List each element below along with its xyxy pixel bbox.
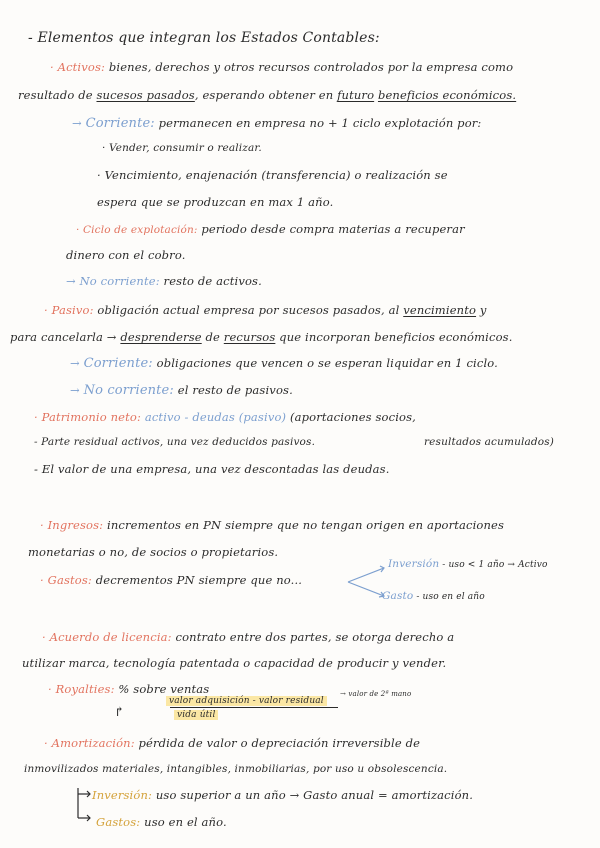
- frac-top: valor adquisición - valor residual: [166, 696, 327, 706]
- ingresos-label: · Ingresos:: [40, 518, 104, 532]
- gasto-text: - uso en el año: [413, 592, 485, 602]
- arrow-icon: →: [70, 356, 84, 370]
- amortizacion-label: · Amortización:: [44, 736, 135, 750]
- amortizacion: [44, 736, 420, 750]
- pn-formula: activo - deudas (pasivo): [141, 410, 287, 424]
- pasivo-corriente: [70, 356, 498, 371]
- activo-corriente: [72, 116, 481, 131]
- text-fragment: , esperando obtener en: [194, 88, 338, 102]
- gastos2-text: uso en el año.: [140, 815, 227, 829]
- gasto-label: Gasto: [382, 590, 414, 602]
- espera-line: espera que se produzcan en max 1 año.: [97, 195, 334, 209]
- ciclo-label: · Ciclo de explotación:: [76, 224, 198, 236]
- text-fragment: de: [201, 330, 224, 344]
- text-fragment: que incorporan beneficios económicos.: [275, 330, 513, 344]
- inversion-text: - uso < 1 año → Activo: [439, 560, 548, 570]
- fraction-denominator: [174, 710, 218, 720]
- arrow-icon: →: [72, 116, 86, 130]
- resultados-acumulados: resultados acumulados): [424, 436, 555, 448]
- acuerdo-licencia: [42, 630, 454, 644]
- parte-residual-line: - Parte residual activos, una vez deducidos pasivos.: [34, 436, 316, 448]
- pasivo-definition: [44, 303, 487, 317]
- frac-bottom: vida útil: [174, 710, 218, 720]
- corriente-label: Corriente:: [85, 116, 155, 131]
- inversion-branch: [388, 558, 548, 570]
- gastos2-label: Gastos:: [96, 815, 141, 829]
- gastos-definition: [40, 573, 302, 587]
- ciclo-text: periodo desde compra materias a recuperar: [197, 222, 465, 236]
- text-fragment: para cancelarla →: [10, 330, 121, 344]
- text-fragment: y: [476, 303, 487, 317]
- pn-text: (aportaciones socios,: [286, 410, 416, 424]
- patrimonio-neto: [34, 410, 416, 424]
- text-fragment: obligación actual empresa por sucesos pasados, al: [93, 303, 404, 317]
- arrow-icon: →: [66, 274, 80, 288]
- pasivo-no-corriente-label: No corriente:: [83, 383, 174, 398]
- pasivo-corriente-text: obligaciones que vencen o se esperan liquidar en 1 ciclo.: [152, 356, 498, 370]
- underlined-term: beneficios económicos.: [377, 88, 517, 102]
- activos-text: bienes, derechos y otros recursos controlados por la empresa como: [105, 60, 514, 74]
- amortizacion-text: pérdida de valor o depreciación irreversible de: [134, 736, 421, 750]
- underlined-term: desprenderse: [120, 330, 202, 344]
- dinero-line: dinero con el cobro.: [66, 248, 186, 262]
- utilizar-line: utilizar marca, tecnología patentada o capacidad de producir y vender.: [22, 656, 447, 670]
- pasivo-no-corriente-text: el resto de pasivos.: [173, 383, 293, 397]
- pasivo-no-corriente: [70, 383, 293, 398]
- underlined-term: recursos: [223, 330, 276, 344]
- gastos-amortizacion: [96, 815, 227, 829]
- fraction-numerator: [166, 696, 327, 706]
- ciclo-explotacion: [76, 222, 465, 236]
- gastos-label: · Gastos:: [40, 573, 92, 587]
- acuerdo-text: contrato entre dos partes, se otorga derecho a: [171, 630, 455, 644]
- gastos-text: decrementos PN siempre que no...: [91, 573, 303, 587]
- bracket-arrows-icon: [72, 784, 94, 824]
- pasivo-continuation: [10, 330, 513, 344]
- activos-definition: [50, 60, 513, 74]
- text-fragment: resultado de: [18, 88, 97, 102]
- inversion-amortizacion: [92, 788, 473, 802]
- pn-label: · Patrimonio neto:: [34, 410, 142, 424]
- pasivo-corriente-label: Corriente:: [83, 356, 153, 371]
- section-title: - Elementos que integran los Estados Contables:: [28, 30, 380, 46]
- monetarias-line: monetarias o no, de socios o propietarios.: [28, 545, 279, 559]
- ingresos-definition: [40, 518, 504, 532]
- ingresos-text: incrementos en PN siempre que no tengan origen en aportaciones: [103, 518, 505, 532]
- inversion2-text: uso superior a un año → Gasto anual = amortización.: [152, 788, 474, 802]
- activo-no-corriente: [66, 274, 262, 288]
- vencimiento-line: · Vencimiento, enajenación (transferencia) o realización se: [97, 168, 448, 182]
- underlined-term: futuro: [337, 88, 375, 102]
- activos-label: · Activos:: [50, 60, 106, 74]
- acuerdo-label: · Acuerdo de licencia:: [42, 630, 172, 644]
- valor-empresa-line: - El valor de una empresa, una vez descontadas las deudas.: [34, 462, 390, 476]
- pasivo-label: · Pasivo:: [44, 303, 94, 317]
- inversion-label: Inversión: [388, 558, 440, 570]
- royalties: [48, 682, 209, 696]
- no-corriente-label: No corriente:: [79, 274, 160, 288]
- corriente-text: permanecen en empresa no + 1 ciclo explotación por:: [154, 116, 482, 130]
- activos-continuation: [18, 88, 516, 102]
- royalties-label: · Royalties:: [48, 682, 115, 696]
- vender-line: · Vender, consumir o realizar.: [102, 142, 262, 154]
- gasto-branch: [382, 590, 485, 602]
- inversion2-label: Inversión:: [92, 788, 153, 802]
- no-corriente-text: resto de activos.: [159, 274, 262, 288]
- corner-arrow-icon: ↱: [114, 705, 126, 720]
- inmovilizados-line: inmovilizados materiales, intangibles, inmobiliarias, por uso u obsolescencia.: [24, 763, 448, 775]
- arrow-icon: →: [70, 383, 84, 397]
- underlined-term: sucesos pasados: [96, 88, 195, 102]
- fraction-bar: [170, 707, 338, 708]
- fraction-note: → valor de 2ª mano: [340, 690, 412, 698]
- underlined-term: vencimiento: [403, 303, 477, 317]
- royalties-text: % sobre ventas: [114, 682, 210, 696]
